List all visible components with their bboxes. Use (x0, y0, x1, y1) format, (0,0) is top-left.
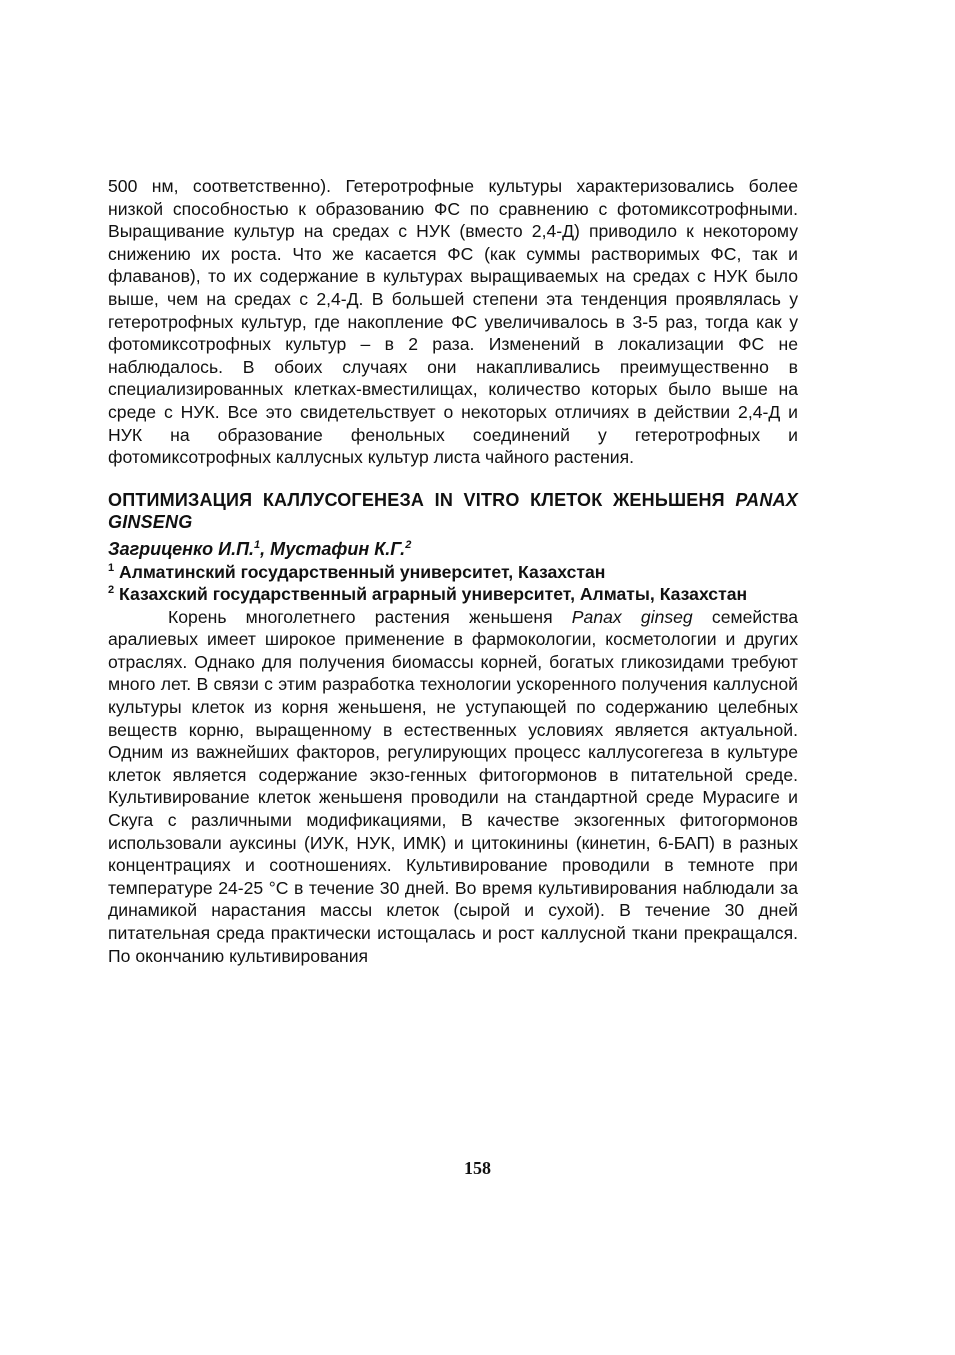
affiliation-1-text: Алматинский государственный университет, Казахстан (114, 561, 606, 582)
page-number: 158 (464, 1158, 491, 1178)
page-content (108, 175, 798, 967)
author-separator: , (260, 538, 271, 559)
intro-paragraph: 500 нм, соответственно). Гетеротрофные культуры характеризовались более низкой способностью к образованию ФС по сравнению с фотомиксотрофными. Выращивание культур на средах с НУК (вместо 2,4-Д) приводило к некоторому снижению их роста. Что же касается ФС (как суммы растворимых ФС, так и флаванов), то их содержание в культурах выращиваемых на средах с НУК было выше, чем на средах с 2,4-Д. В большей степени эта тенденция проявлялась у гетеротрофных культур, где накопление ФС увеличивалось в 3-5 раз, тогда как у фотомиксотрофных культур – в 2 раза. Изменений в локализации ФС не наблюдалось. В обоих случаях они накапливались преимущественно в специализированных клетках-вместилищах, количество которых было выше на среде с НУК. Все это свидетельствует о некоторых отличиях в действии 2,4-Д и НУК на образование фенольных соединений у гетеротрофных и фотомиксотрофных каллусных культур листа чайного растения. (108, 176, 798, 468)
affiliation-1 (108, 561, 798, 584)
body-latin-term: Panax ginseg (571, 606, 693, 627)
article-authors (108, 538, 798, 561)
author-1-mark: 1 (254, 538, 261, 551)
affiliation-2 (108, 583, 798, 606)
affiliation-1-mark: 1 (108, 561, 115, 574)
author-2-mark: 2 (405, 538, 412, 551)
article-body-paragraph (108, 606, 798, 968)
article-title-main: ОПТИМИЗАЦИЯ КАЛЛУСОГЕНЕЗА IN VITRO КЛЕТОК ЖЕНЬШЕНЯ (108, 489, 736, 510)
body-start: Корень многолетнего растения женьшеня (168, 606, 572, 627)
body-rest: семейства аралиевых имеет широкое применение в фармокологии, косметологии и других отраслях. Однако для получения биомассы корней, богатых гликозидами требуют много лет. В связи с этим разработка технологии ускоренного получения каллусной культуры клеток из корня женьшеня, не уступающей по содержанию целебных веществ корню, выращенному в естественных условиях является актуальной. Одним из важнейших факторов, регулирующих процесс каллусогегеза в культуре клеток является содержание экзо-генных фитогормонов в питательной среде. Культивирование клеток женьшеня проводили на стандартной среде Мурасиге и Скуга с различными модификациями, В качестве экзогенных фитогормонов использовали ауксины (ИУК, НУК, ИМК) и цитокинины (кинетин, 6-БАП) в разных концентрациях и соотношениях. Культивирование проводили в темноте при температуре 24-25 °С в течение 30 дней. Во время культивирования наблюдали за динамикой нарастания массы клеток (сырой и сухой). В течение 30 дней питательная среда практически истощалась и рост каллусной ткани прекращался. По окончанию культивирования (108, 606, 799, 966)
article-title-latin: PANAX GINSENG (108, 489, 798, 533)
author-2: Мустафин К.Г. (270, 538, 406, 559)
article-title (108, 489, 798, 534)
affiliation-2-text: Казахский государственный аграрный университет, Алматы, Казахстан (114, 584, 748, 605)
author-1: Загриценко И.П. (108, 538, 255, 559)
affiliation-2-mark: 2 (108, 584, 115, 597)
